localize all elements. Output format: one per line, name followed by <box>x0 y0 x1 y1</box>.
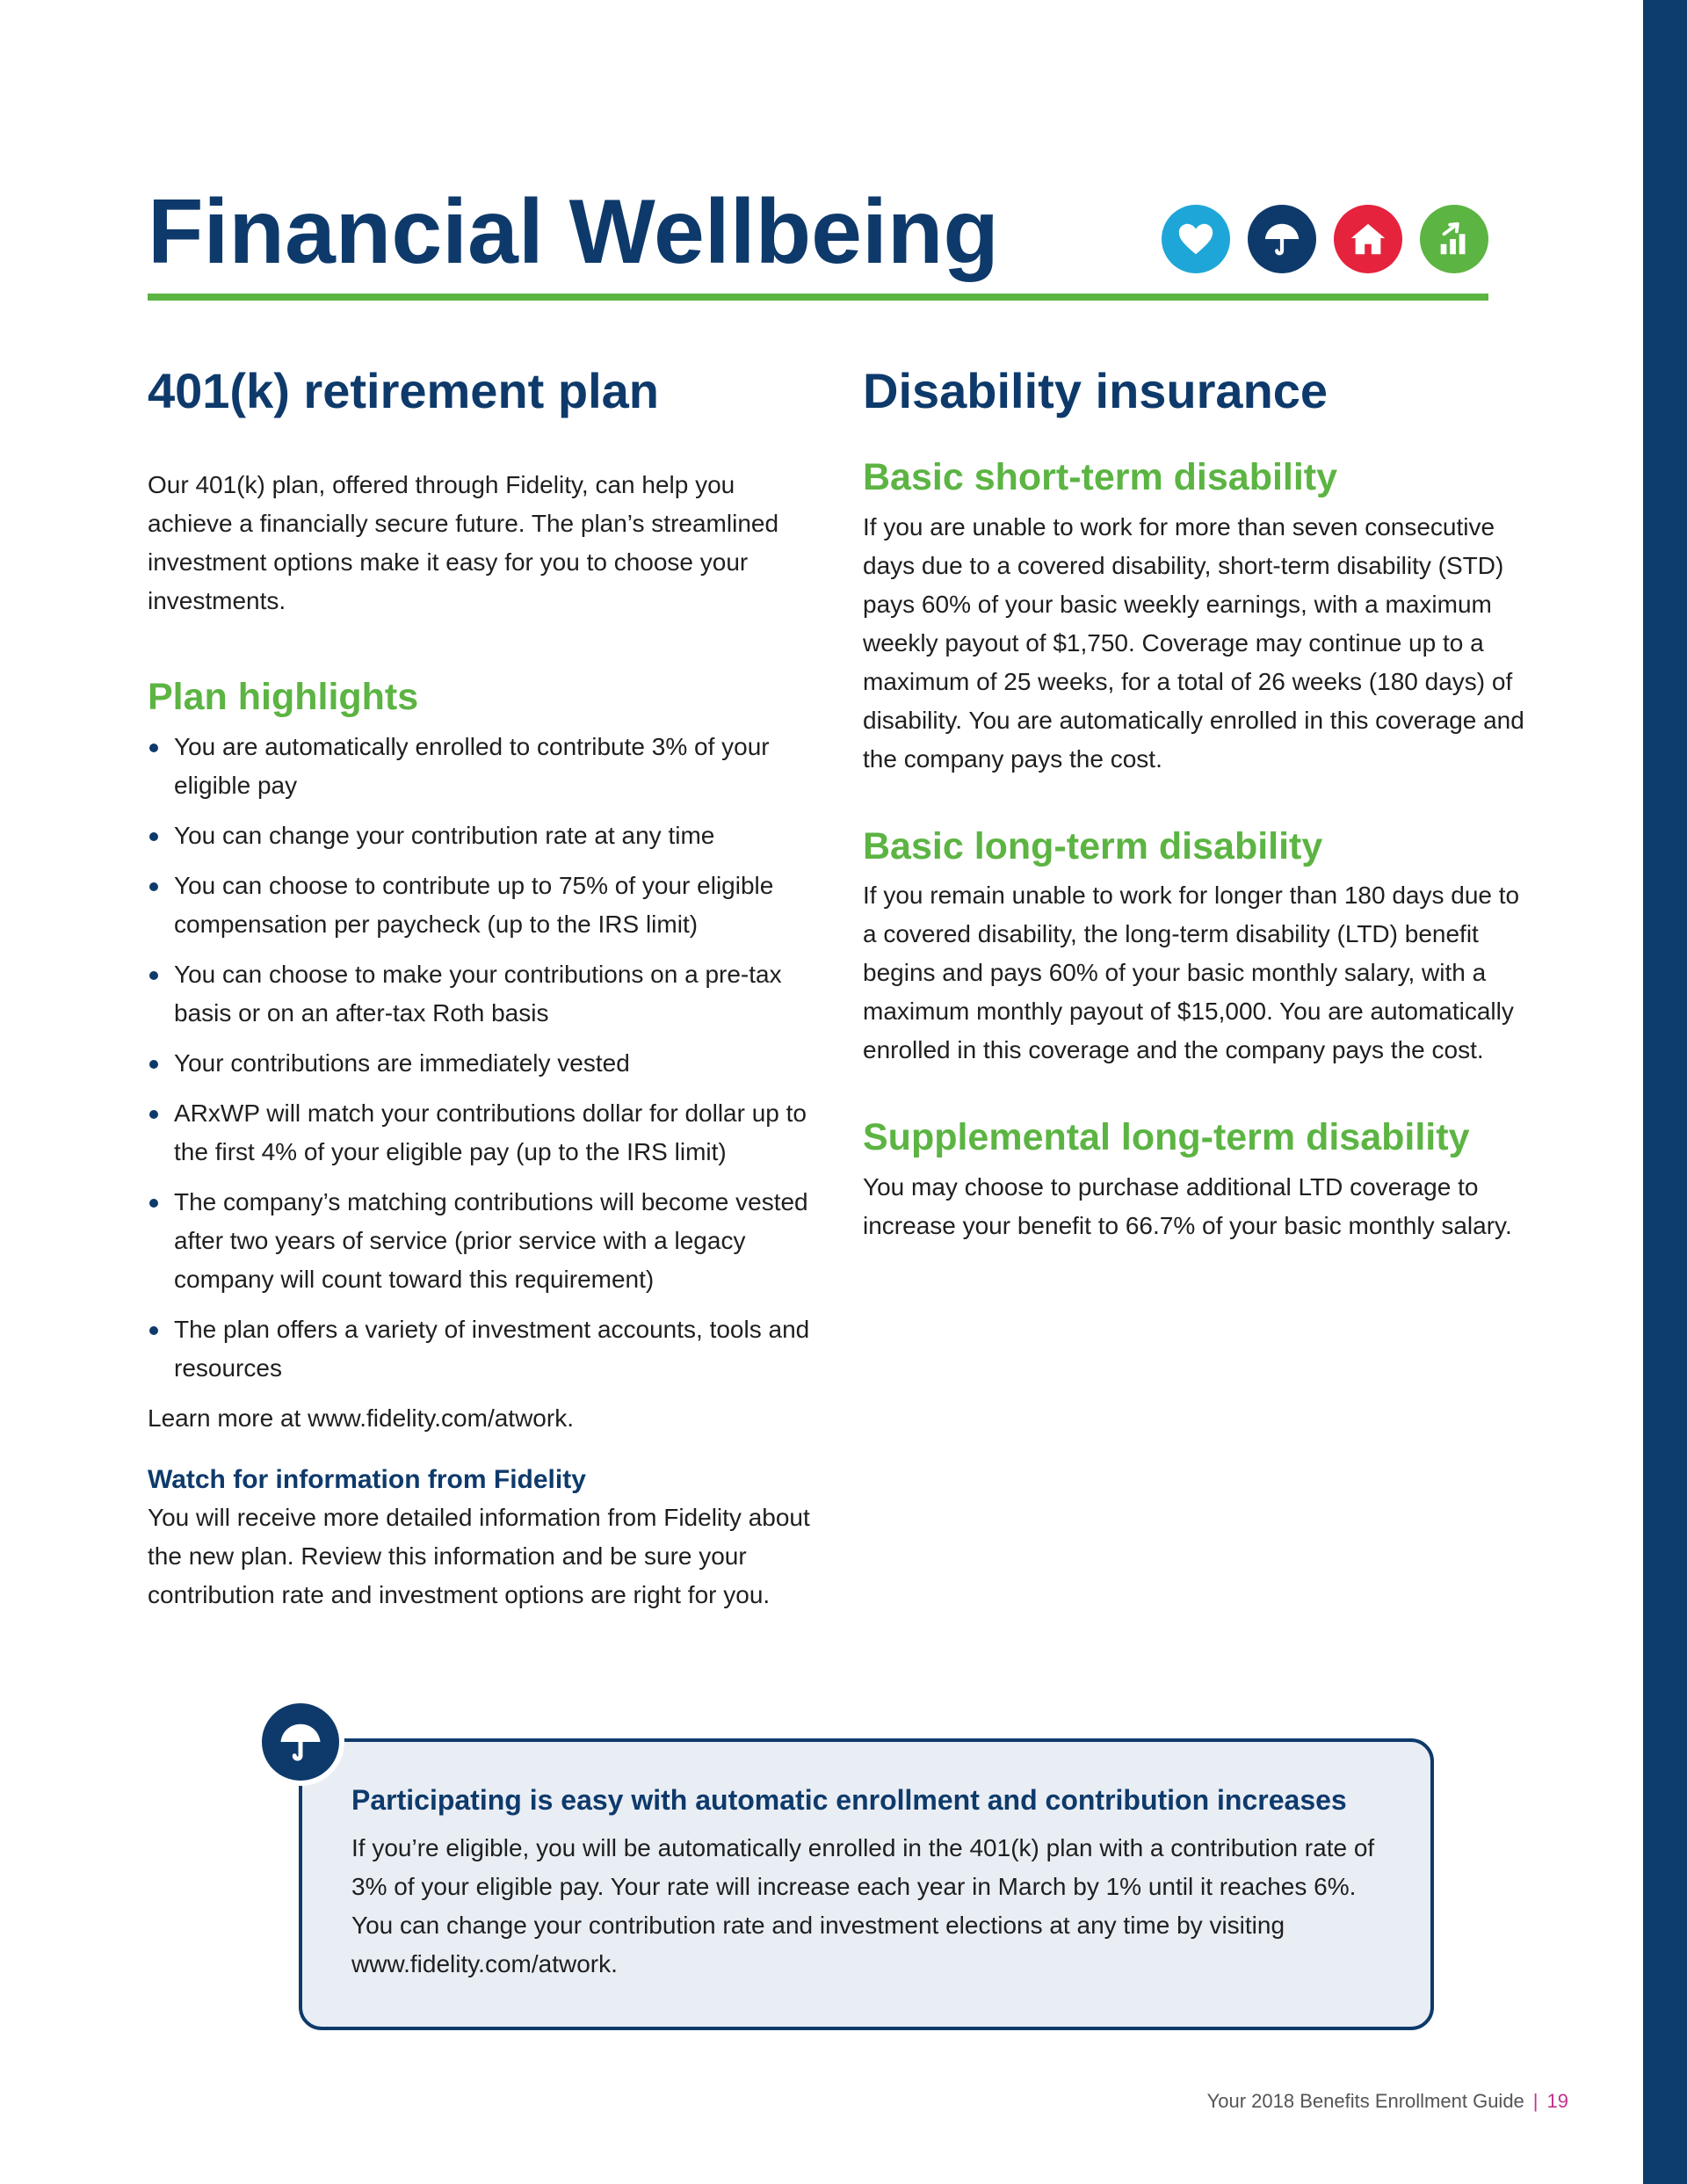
enrollment-callout <box>299 1738 1434 2030</box>
page-number: 19 <box>1546 2090 1568 2112</box>
side-accent-bar <box>1643 0 1687 2184</box>
retirement-heading: 401(k) retirement plan <box>148 363 659 418</box>
footer-separator: | <box>1532 2090 1539 2112</box>
learn-more-text: Learn more at www.fidelity.com/atwork. <box>148 1404 574 1432</box>
page-footer <box>1207 2090 1568 2113</box>
guide-title: Your 2018 Benefits Enrollment Guide <box>1206 2090 1524 2112</box>
list-item: The plan offers a variety of investment accounts, tools and resources <box>148 1310 815 1388</box>
list-item: You are automatically enrolled to contribute 3% of your eligible pay <box>148 728 815 805</box>
list-item: You can change your contribution rate at any time <box>148 816 815 855</box>
title-divider <box>148 294 1488 301</box>
std-text: If you are unable to work for more than seven consecutive days due to a covered disability, short-term disability (STD) pays 60% of your basic weekly earnings, with a maximum weekly payout of $1,750. Coverage may continue up to a maximum of 25 weeks, for a total of 26 weeks (180 days) of disability. You are automatically enrolled in this coverage and the company pays the cost. <box>863 512 1524 773</box>
list-item: You can choose to contribute up to 75% of your eligible compensation per paycheck (up to the IRS limit) <box>148 867 815 944</box>
plan-highlights-heading: Plan highlights <box>148 676 419 718</box>
category-icons <box>1162 205 1488 273</box>
retirement-plan-column <box>148 352 815 1614</box>
list-item: You can choose to make your contributions on a pre-tax basis or on an after-tax Roth basis <box>148 955 815 1033</box>
retirement-intro: Our 401(k) plan, offered through Fidelity, can help you achieve a financially secure future. The plan’s streamlined investment options make it easy for you to choose your investments. <box>148 471 779 614</box>
disability-column <box>863 352 1539 1245</box>
ltd-text: If you remain unable to work for longer than 180 days due to a covered disability, the long-term disability (LTD) benefit begins and pays 60% of your basic monthly salary, with a maximum monthly payout of $15,000. You are automatically enrolled in this coverage and the company pays the cost. <box>863 882 1520 1064</box>
list-item: Your contributions are immediately vested <box>148 1044 815 1083</box>
heart-icon <box>1162 205 1230 273</box>
supplemental-ltd-heading: Supplemental long-term disability <box>863 1116 1470 1159</box>
std-heading: Basic short-term disability <box>863 456 1338 498</box>
plan-highlights-list <box>148 728 815 1388</box>
house-icon <box>1334 205 1402 273</box>
list-item: ARxWP will match your contributions dollar for dollar up to the first 4% of your eligible pay (up to the IRS limit) <box>148 1094 815 1172</box>
watch-text: You will receive more detailed information from Fidelity about the new plan. Review this information and be sure your contribution rate and investment options are right for you. <box>148 1503 810 1608</box>
umbrella-icon <box>257 1698 344 1786</box>
disability-heading: Disability insurance <box>863 363 1329 418</box>
growth-chart-icon <box>1420 205 1488 273</box>
ltd-heading: Basic long-term disability <box>863 824 1323 867</box>
list-item: The company’s matching contributions will become vested after two years of service (prior service with a legacy company will count toward this requirement) <box>148 1183 815 1299</box>
callout-heading: Participating is easy with automatic enrollment and contribution increases <box>351 1784 1347 1816</box>
page-title: Financial Wellbeing <box>148 181 999 283</box>
supplemental-ltd-text: You may choose to purchase additional LTD coverage to increase your benefit to 66.7% of your basic monthly salary. <box>863 1172 1512 1239</box>
watch-heading: Watch for information from Fidelity <box>148 1464 586 1494</box>
callout-text: If you’re eligible, you will be automatically enrolled in the 401(k) plan with a contribution rate of 3% of your eligible pay. Your rate will increase each year in March by 1% until it reaches 6%. You can change your contribution rate and investment elections at any time by visiting www.fidelity.com/atwork. <box>351 1834 1375 1977</box>
umbrella-icon <box>1248 205 1316 273</box>
